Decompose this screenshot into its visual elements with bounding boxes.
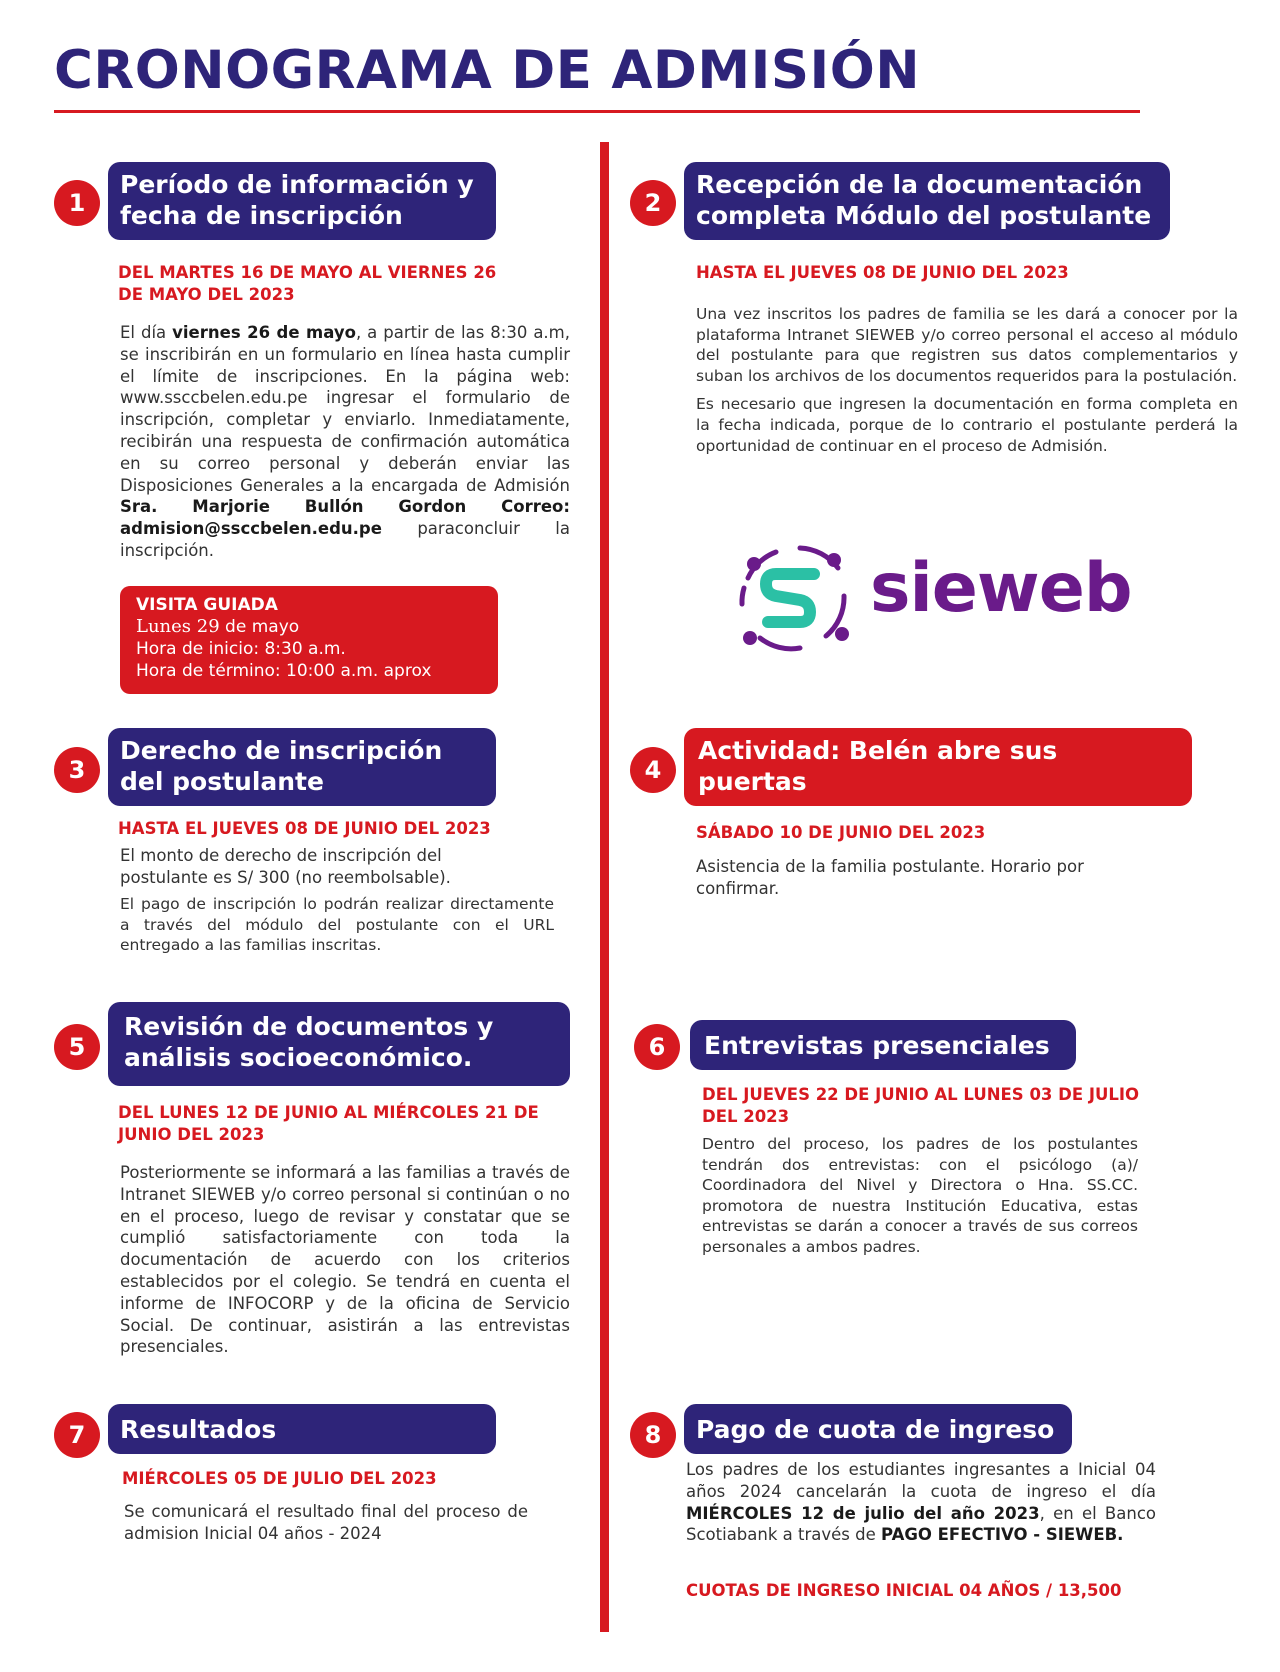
- section-7-header: Resultados: [108, 1404, 496, 1454]
- section-6-header: Entrevistas presenciales: [690, 1020, 1076, 1070]
- section-2-paragraph-2: Es necesario que ingresen la documentación en forma completa en la fecha indicada, porque de lo contrario el postulante perderá la oportunidad de continuar en el proceso de Admisión.: [696, 395, 1238, 455]
- body-text: Los padres de los estudiantes ingresantes a Inicial 04 años 2024 cancelarán la cuota de ingreso el día: [686, 1460, 1156, 1501]
- guided-visit-start: Hora de inicio: 8:30 a.m.: [136, 639, 346, 659]
- section-8-quota: CUOTAS DE INGRESO INICIAL 04 AÑOS / 13,500: [686, 1581, 1122, 1600]
- section-2-body: [696, 304, 1238, 456]
- section-5-title-line-2: análisis socioeconómico.: [124, 1043, 473, 1072]
- section-6-body: Dentro del proceso, los padres de los postulantes tendrán dos entrevistas: con el psicólogo (a)/ Coordinadora del Nivel y Directora o Hna. SS.CC. promotora de nuestra Institución Educativa, estas entrevistas se darán a conocer a través de sus correos personales a ambos padres.: [702, 1135, 1138, 1256]
- title-underline: [54, 110, 1140, 113]
- guided-visit-date: [136, 616, 482, 638]
- section-2-date: HASTA EL JUEVES 08 DE JUNIO DEL 2023: [696, 263, 1069, 282]
- section-6-date-line-2: DEL 2023: [702, 1107, 790, 1126]
- section-7-body: Se comunicará el resultado final del proceso de admision Inicial 04 años - 2024: [124, 1502, 528, 1543]
- section-5-date: [118, 1102, 588, 1146]
- sieweb-logo-text: sieweb: [870, 549, 1132, 628]
- body-text: El día: [120, 323, 173, 342]
- section-3-title-line-1: Derecho de inscripción: [120, 736, 443, 765]
- section-1-title-line-2: fecha de inscripción: [120, 201, 403, 230]
- payment-date-bold: MIÉRCOLES 12 de julio del año 2023: [686, 1503, 1040, 1523]
- section-5-header: [108, 1002, 570, 1086]
- section-4-date: SÁBADO 10 DE JUNIO DEL 2023: [696, 823, 986, 842]
- section-3-title-line-2: del postulante: [120, 767, 324, 796]
- center-divider: [600, 142, 609, 1632]
- section-1-date-line-2: DE MAYO DEL 2023: [118, 285, 295, 304]
- step-number-7: 7: [54, 1412, 100, 1458]
- section-1-body: [120, 322, 570, 562]
- page-title: CRONOGRAMA DE ADMISIÓN: [54, 40, 921, 101]
- section-5-date-line-2: JUNIO DEL 2023: [118, 1125, 265, 1144]
- section-5-title-line-1: Revisión de documentos y: [124, 1012, 494, 1041]
- guided-visit-end: Hora de término: 10:00 a.m. aprox: [136, 661, 432, 681]
- contact-bold: Sra. Marjorie Bullón Gordon Correo: admision@ssccbelen.edu.pe: [120, 497, 570, 539]
- section-5-body: Posteriormente se informará a las familias a través de Intranet SIEWEB y/o correo personal si continúan o no en el proceso, luego de revisar y constatar que se cumplió satisfactoriamente con toda la documentación de acuerdo con los criterios establecidos por el colegio. Se tendrá en cuenta el informe de INFOCORP y de la oficina de Servicio Social. De continuar, asistirán a las entrevistas presenciales.: [120, 1163, 570, 1357]
- section-2-paragraph-1: Una vez inscritos los padres de familia se les dará a conocer por la plataforma Intranet SIEWEB y/o correo personal el acceso al módulo del postulante para que registren sus datos complementarios y suban los archivos de los documentos requeridos para la postulación.: [696, 305, 1238, 385]
- section-3-paragraph-1: El monto de derecho de inscripción del postulante es S/ 300 (no reembolsable).: [120, 846, 451, 887]
- section-1-header: [108, 162, 496, 240]
- section-2-title-line-2: completa Módulo del postulante: [696, 201, 1152, 230]
- section-6-date-line-1: DEL JUEVES 22 DE JUNIO AL LUNES 03 DE JULIO: [702, 1085, 1140, 1104]
- step-number-6: 6: [634, 1024, 680, 1070]
- body-text: paraconcluir la inscripción.: [120, 519, 570, 560]
- payment-method-bold: PAGO EFECTIVO - SIEWEB.: [881, 1525, 1124, 1545]
- body-text: , a partir de las 8:30 a.m, se inscribirán en un formulario en línea hasta cumplir el límite de inscripciones. En la página web: www.ssccbelen.edu.pe ingresar el formulario de inscripción, completar y enviarlo. Inmediatamente, recibirán una respuesta de confirmación automática en su correo personal y deberán enviar las Disposiciones Generales a la encargada de Admisión: [120, 323, 570, 495]
- section-6-date: [702, 1084, 1202, 1128]
- section-4-header: [684, 728, 1192, 806]
- step-number-2: 2: [630, 180, 676, 226]
- section-5-date-line-1: DEL LUNES 12 DE JUNIO AL MIÉRCOLES 21 DE: [118, 1103, 539, 1122]
- section-8-body: [686, 1459, 1156, 1546]
- section-4-title-line-2: puertas: [698, 767, 807, 796]
- step-number-8: 8: [630, 1412, 676, 1458]
- section-3-paragraph-2: El pago de inscripción lo podrán realizar directamente a través del módulo del postulante con el URL entregado a las familias inscritas.: [120, 895, 554, 955]
- section-4-title-line-1: Actividad: Belén abre sus: [698, 736, 1058, 765]
- guided-visit-month: de mayo: [219, 617, 300, 637]
- body-bold: viernes 26 de mayo: [172, 323, 356, 342]
- section-4-body: Asistencia de la familia postulante. Horario por confirmar.: [696, 857, 1084, 898]
- guided-visit-box: [120, 586, 498, 694]
- section-2-header: [684, 162, 1170, 240]
- section-7-date: MIÉRCOLES 05 DE JULIO DEL 2023: [122, 1469, 437, 1488]
- section-8-header: Pago de cuota de ingreso: [684, 1404, 1072, 1454]
- guided-visit-title: VISITA GUIADA: [136, 595, 278, 615]
- step-number-3: 3: [54, 747, 100, 793]
- section-1-date: [118, 262, 538, 306]
- guided-visit-day: Lunes 29: [136, 616, 220, 637]
- step-number-5: 5: [54, 1024, 100, 1070]
- section-1-title-line-1: Período de información y: [120, 170, 474, 199]
- section-3-header: [108, 728, 496, 806]
- section-2-title-line-1: Recepción de la documentación: [696, 170, 1143, 199]
- section-1-date-line-1: DEL MARTES 16 DE MAYO AL VIERNES 26: [118, 263, 497, 282]
- body-text: , en el Banco Scotiabank a través de: [686, 1503, 1156, 1545]
- step-number-4: 4: [630, 747, 676, 793]
- step-number-1: 1: [54, 180, 100, 226]
- section-3-date: HASTA EL JUEVES 08 DE JUNIO DEL 2023: [118, 819, 491, 838]
